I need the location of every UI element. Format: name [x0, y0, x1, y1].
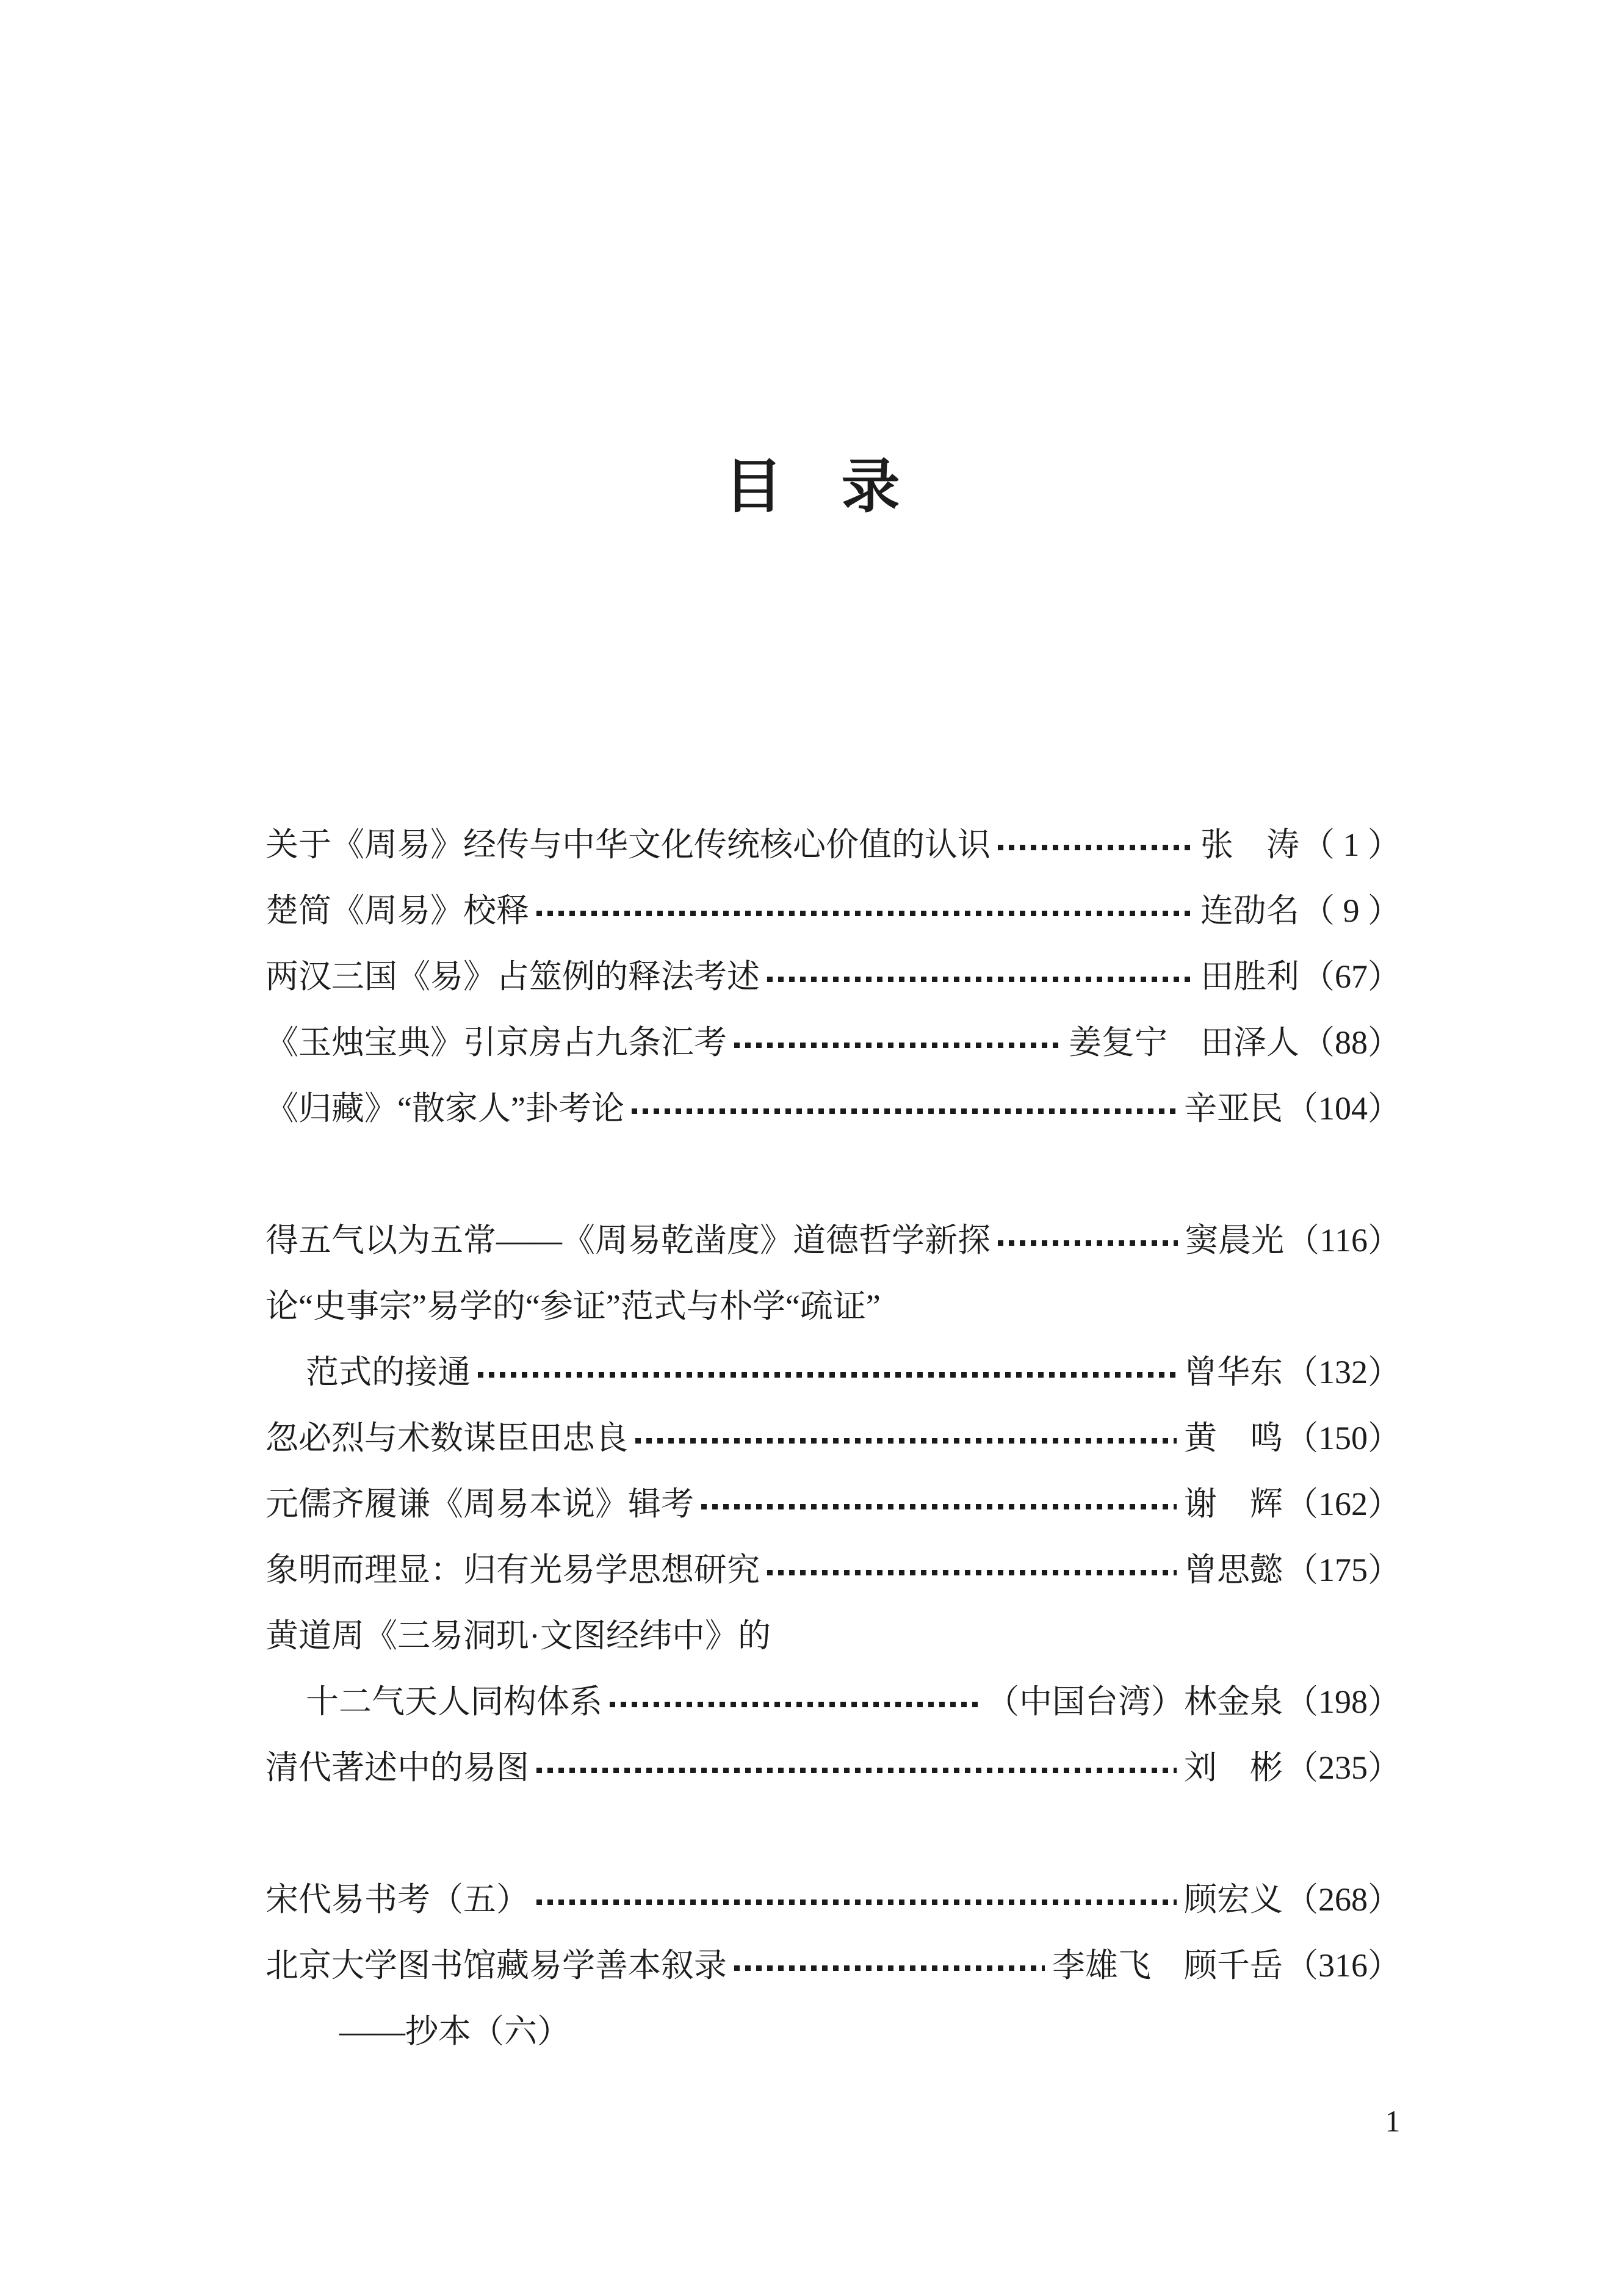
entry-author: 顾宏义	[1184, 1881, 1283, 1918]
entry-author: 姜复宁 田泽人	[1069, 1024, 1299, 1061]
entry-page: （268）	[1285, 1881, 1401, 1918]
toc-entry	[265, 1603, 1401, 1669]
toc-entry	[265, 1537, 1401, 1603]
toc-list	[265, 812, 1401, 2064]
entry-author: 张 涛	[1200, 826, 1299, 863]
entry-page: （ 1 ）	[1302, 826, 1401, 863]
dot-leader	[734, 1965, 1045, 1971]
entry-page: （316）	[1285, 1947, 1401, 1984]
entry-page: （162）	[1285, 1486, 1401, 1522]
entry-title: 元儒齐履谦《周易本说》辑考	[265, 1486, 694, 1522]
toc-entry	[265, 1207, 1401, 1273]
toc-entry	[265, 1405, 1401, 1471]
dot-leader	[536, 1768, 1177, 1773]
entry-title: 《归藏》“散家人”卦考论	[265, 1090, 624, 1127]
dot-leader	[778, 1636, 1391, 1641]
toc-entry	[265, 1273, 1401, 1339]
entry-page: （104）	[1285, 1090, 1401, 1127]
dot-leader	[701, 1504, 1177, 1509]
toc-entry	[265, 944, 1401, 1010]
entry-title: ——抄本（六）	[339, 2013, 570, 2050]
entry-title: 十二气天人同构体系	[306, 1683, 602, 1720]
entry-author: 田胜利	[1200, 958, 1299, 995]
entry-title: 关于《周易》经传与中华文化传统核心价值的认识	[265, 826, 991, 863]
entry-title: 忽必烈与术数谋臣田忠良	[265, 1420, 628, 1456]
entry-page: （132）	[1285, 1354, 1401, 1390]
entry-author: 辛亚民	[1184, 1090, 1283, 1127]
toc-entry-continuation	[265, 1339, 1401, 1405]
page-title: 目 录	[724, 454, 900, 519]
entry-page: （198）	[1285, 1683, 1401, 1720]
dot-leader	[536, 911, 1193, 916]
entry-page: （150）	[1285, 1420, 1401, 1456]
toc-entry	[265, 878, 1401, 944]
entry-title: 论“史事宗”易学的“参证”范式与朴学“疏证”	[265, 1288, 881, 1325]
dot-leader	[998, 1240, 1178, 1246]
entry-title: 清代著述中的易图	[265, 1749, 529, 1786]
toc-entry	[265, 1932, 1401, 1998]
entry-title: 《玉烛宝典》引京房占九条汇考	[265, 1024, 727, 1061]
entry-page: （ 9 ）	[1302, 892, 1401, 929]
dot-leader	[632, 1108, 1177, 1114]
toc-entry	[265, 1010, 1401, 1075]
dot-leader	[610, 1702, 979, 1707]
dot-leader	[577, 2031, 1391, 2037]
entry-author: 窦晨光	[1185, 1222, 1284, 1259]
toc-entry-continuation	[265, 1998, 1401, 2064]
page-number: 1	[1385, 2104, 1401, 2138]
entry-author: 李雄飞 顾千岳	[1052, 1947, 1283, 1984]
dot-leader	[888, 1306, 1391, 1312]
toc-entry	[265, 1471, 1401, 1537]
entry-author: 谢 辉	[1184, 1486, 1283, 1522]
entry-page: （175）	[1285, 1552, 1401, 1588]
entry-author: 刘 彬	[1184, 1749, 1283, 1786]
dot-leader	[478, 1372, 1177, 1378]
entry-page: （88）	[1302, 1024, 1401, 1061]
dot-leader	[998, 845, 1193, 850]
entry-author: 连劭名	[1200, 892, 1299, 929]
dot-leader	[767, 977, 1193, 982]
toc-entry	[265, 1075, 1401, 1141]
entry-title: 得五气以为五常——《周易乾凿度》道德哲学新探	[265, 1222, 991, 1259]
toc-entry-continuation	[265, 1669, 1401, 1735]
entry-title: 北京大学图书馆藏易学善本叙录	[265, 1947, 727, 1984]
dot-leader	[536, 1899, 1177, 1905]
toc-entry	[265, 1735, 1401, 1801]
entry-page: （235）	[1285, 1749, 1401, 1786]
entry-title: 两汉三国《易》占筮例的释法考述	[265, 958, 760, 995]
dot-leader	[767, 1570, 1177, 1575]
entry-title: 宋代易书考（五）	[265, 1881, 529, 1918]
dot-leader	[635, 1438, 1177, 1444]
entry-author: （中国台湾）林金泉	[986, 1683, 1283, 1720]
entry-title: 象明而理显：归有光易学思想研究	[265, 1552, 760, 1588]
entry-author: 黄 鸣	[1184, 1420, 1283, 1456]
entry-author: 曾思懿	[1184, 1552, 1283, 1588]
entry-author: 曾华东	[1184, 1354, 1283, 1390]
entry-title: 黄道周《三易洞玑·文图经纬中》的	[265, 1618, 771, 1654]
entry-title: 楚简《周易》校释	[265, 892, 529, 929]
entry-page: （67）	[1302, 958, 1401, 995]
entry-page: （116）	[1287, 1222, 1401, 1259]
entry-title: 范式的接通	[306, 1354, 471, 1390]
toc-entry	[265, 812, 1401, 878]
dot-leader	[734, 1043, 1061, 1048]
toc-entry	[265, 1867, 1401, 1932]
